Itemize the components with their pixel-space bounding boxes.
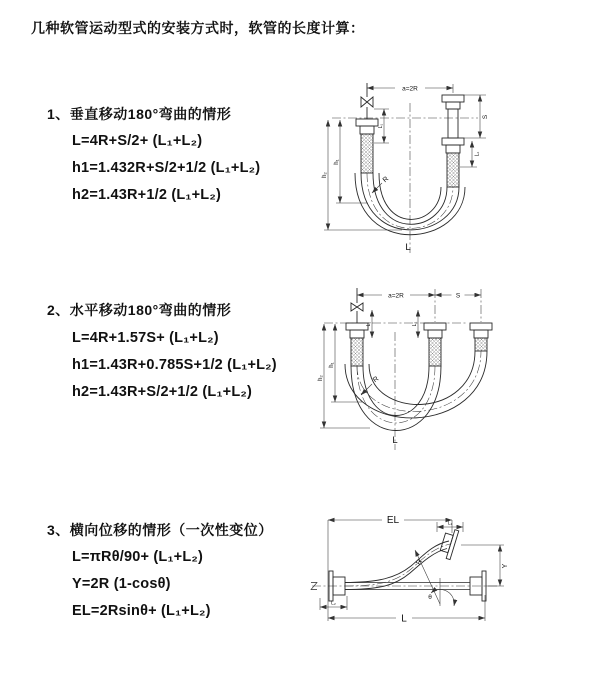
diagram-lateral-displacement (300, 500, 600, 675)
dim-label-s: S (455, 292, 461, 300)
dim-label-l2: L₂ (331, 600, 336, 607)
section-3-heading: 3、横向位移的情形（一次性变位） (47, 522, 273, 538)
dim-label-theta: θ (428, 594, 432, 601)
dim-label-l1: L₁ (378, 123, 384, 129)
valve-icon (361, 97, 373, 107)
dim-label-h2: h₂ (318, 375, 324, 381)
dim-label-y: Y (502, 563, 509, 569)
dim-label-span: a=2R (388, 292, 404, 300)
dim-label-h1: h₁ (329, 362, 335, 368)
dim-label-l1: L₁ (447, 520, 453, 527)
dim-label-l2: L₂ (412, 321, 418, 327)
page-title: 几种软管运动型式的安装方式时，软管的长度计算： (31, 20, 365, 36)
dim-label-el: EL (386, 515, 400, 526)
dim-label-l1: L₁ (366, 321, 372, 327)
braided-hose-middle (429, 338, 441, 366)
centerlines (311, 583, 497, 590)
dim-label-r: R (381, 175, 391, 185)
dim-label-span: a=2R (402, 85, 418, 93)
section-3-formula-EL: EL=2Rsinθ+ (L₁+L₂) (72, 603, 211, 619)
dim-label-r: R (415, 558, 424, 567)
valve-icon (351, 303, 363, 311)
braided-hose-right (475, 338, 487, 351)
dim-label-length: L (392, 435, 398, 446)
section-3-formula-L: L=πRθ/90+ (L₁+L₂) (72, 549, 204, 565)
centerlines (324, 289, 481, 450)
section-1-formula-h1: h1=1.432R+S/2+1/2 (L₁+L₂) (72, 160, 261, 176)
hose-assembly (345, 288, 492, 431)
section-1-heading: 1、垂直移动180°弯曲的情形 (47, 106, 232, 122)
section-1-formula-L: L=4R+S/2+ (L₁+L₂) (72, 133, 203, 149)
dimensions (322, 83, 489, 253)
section-2-heading: 2、水平移动180°弯曲的情形 (47, 302, 232, 318)
dim-label-r: R (372, 375, 381, 385)
diagram-vertical-180-bend (310, 75, 600, 265)
dim-label-s: S (482, 114, 489, 120)
section-3-formula-Y: Y=2R (1-cosθ) (72, 576, 171, 592)
section-2-formula-h2: h2=1.43R+S/2+1/2 (L₁+L₂) (72, 384, 253, 400)
section-2-formula-h1: h1=1.43R+0.785S+1/2 (L₁+L₂) (72, 357, 277, 373)
diagram-horizontal-180-bend (310, 280, 600, 460)
hose-assembly (329, 527, 486, 601)
braided-hose-right (447, 153, 459, 187)
dim-label-length: L (401, 613, 407, 625)
dimensions (320, 512, 509, 625)
dim-label-h2: h₂ (322, 172, 328, 178)
dim-label-h1: h₁ (334, 159, 340, 165)
section-2-formula-L: L=4R+1.57S+ (L₁+L₂) (72, 330, 219, 346)
dim-label-length: L (405, 242, 411, 253)
braided-hose-left (361, 134, 373, 173)
section-1-formula-h2: h2=1.43R+1/2 (L₁+L₂) (72, 187, 222, 203)
dim-label-l2: L₂ (474, 151, 481, 157)
braided-hose-left (351, 338, 363, 366)
